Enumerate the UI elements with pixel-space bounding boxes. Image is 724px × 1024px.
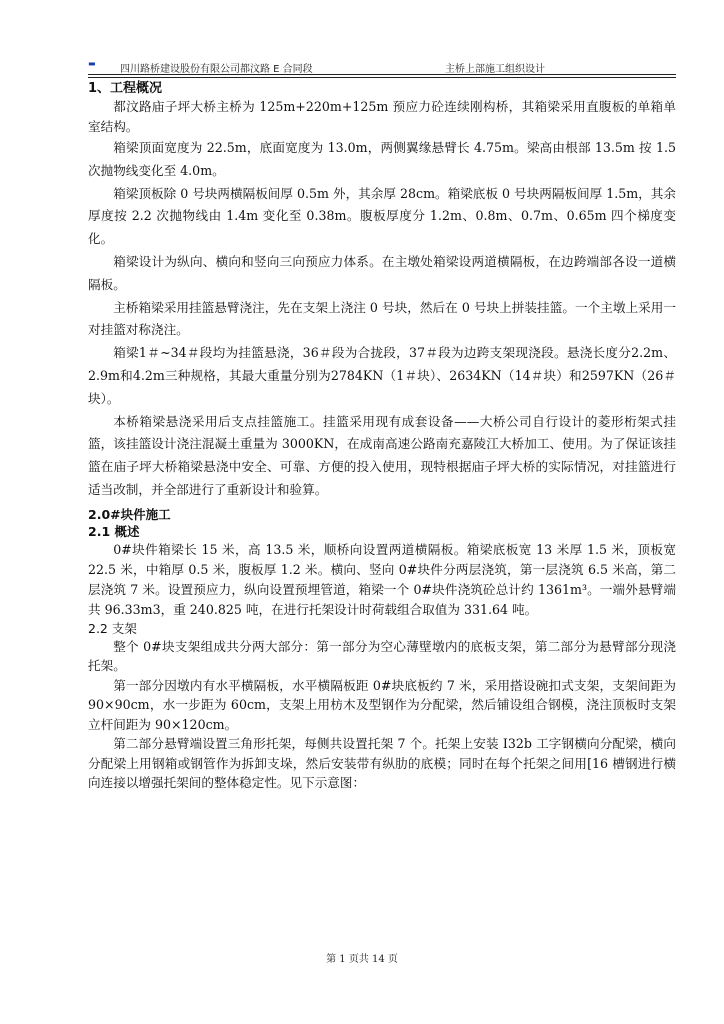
page-header: [88, 60, 676, 74]
paragraph: 主桥箱梁采用挂篮悬臂浇注，先在支架上浇注 0 号块，然后在 0 号块上拼装挂篮。一个主墩上采用一对挂篮对称浇注。: [88, 299, 676, 338]
page-footer: 第 1 页共 14 页: [326, 954, 398, 965]
paragraph: 本桥箱梁悬浇采用后支点挂篮施工。挂篮采用现有成套设备——大桥公司自行设计的菱形桁架式挂篮，该挂篮设计浇注混凝土重量为 3000KN，在成南高速公路南充嘉陵江大桥加工、使用。为了保证该挂篮在庙子坪大桥箱梁悬浇中安全、可靠、方便的投入使用，现特根据庙子坪大桥的实际情况，对挂篮进行适当改制，并全部进行了重新设计和验算。: [88, 413, 676, 497]
header-company: 四川路桥建设股份有限公司都汶路 E 合同段: [120, 64, 313, 75]
header-doc-title: 主桥上部施工组织设计: [445, 64, 545, 75]
paragraph: 箱梁顶板除 0 号块两横隔板间厚 0.5m 外，其余厚 28cm。箱梁底板 0 号块两隔板间厚 1.5m，其余厚度按 2.2 次抛物线由 1.4m 变化至 0.38m。腹板厚度分 1.2m、0.8m、0.7m、0.65m 四个梯度变化。: [88, 185, 676, 247]
section-2-1-title: 2.1 概述: [88, 523, 140, 539]
paragraph: 0#块件箱梁长 15 米，高 13.5 米，顺桥向设置两道横隔板。箱梁底板宽 13 米厚 1.5 米，顶板宽 22.5 米，中箱厚 0.5 米，腹板厚 1.2 米。横向、竖向 0#块件分两层浇筑，第一层浇筑 6.5 米高，第二层浇筑 7 米。设置预应力，纵向设置预埋管道，箱梁一个 0#块件浇筑砼总计约 1361m³。一端外悬臂端共 96.33m3，重 240.825 吨，在进行托架设计时荷载组合取值为 331.64 吨。: [88, 541, 676, 617]
header-rule-thick: [88, 74, 676, 75]
paragraph: 箱梁设计为纵向、横向和竖向三向预应力体系。在主墩处箱梁设两道横隔板，在边跨端部各设一道横隔板。: [88, 253, 676, 292]
paragraph: 第二部分悬臂端设置三角形托架，每侧共设置托架 7 个。托架上安装 I32b 工字钢横向分配梁，横向分配梁上用钢箱或钢管作为拆卸支垛，然后安装带有纵肋的底模；同时在每个托架之间用[16 槽钢进行横向连接以增强托架间的整体稳定性。见下示意图：: [88, 736, 676, 791]
paragraph: 第一部分因墩内有水平横隔板，水平横隔板距 0#块底板约 7 米，采用搭设碗扣式支架，支架间距为 90×90cm，水一步距为 60cm，支架上用枋木及型钢作为分配梁，然后铺设组合钢模，浇注顶板时支架立杆间距为 90×120cm。: [88, 677, 676, 732]
paragraph: 整个 0#块支架组成共分两大部分：第一部分为空心薄壁墩内的底板支架，第二部分为悬臂部分现浇托架。: [88, 638, 676, 674]
section-2-2-title: 2.2 支架: [88, 620, 137, 636]
paragraph: 箱梁顶面宽度为 22.5m，底面宽度为 13.0m，两侧翼缘悬臂长 4.75m。梁高由根部 13.5m 按 1.5 次抛物线变化至 4.0m。: [88, 140, 676, 178]
document-body: [88, 80, 676, 793]
paragraph: 箱梁1＃~34＃段均为挂篮悬浇，36＃段为合拢段，37＃段为边跨支架现浇段。悬浇长度分2.2m、2.9m和4.2m三种规格，其最大重量分别为2784KN（1＃块）、2634KN（14＃块）和2597KN（26＃块）。: [88, 345, 676, 406]
section-2-title: 2.0#块件施工: [88, 506, 171, 522]
header-rule-thin: [88, 77, 676, 78]
company-logo-icon: ▬: [88, 59, 96, 68]
section-1-title: 1、工程概况: [88, 81, 163, 96]
paragraph: 都汶路庙子坪大桥主桥为 125m+220m+125m 预应力砼连续刚构桥，其箱梁采用直腹板的单箱单室结构。: [88, 99, 676, 134]
